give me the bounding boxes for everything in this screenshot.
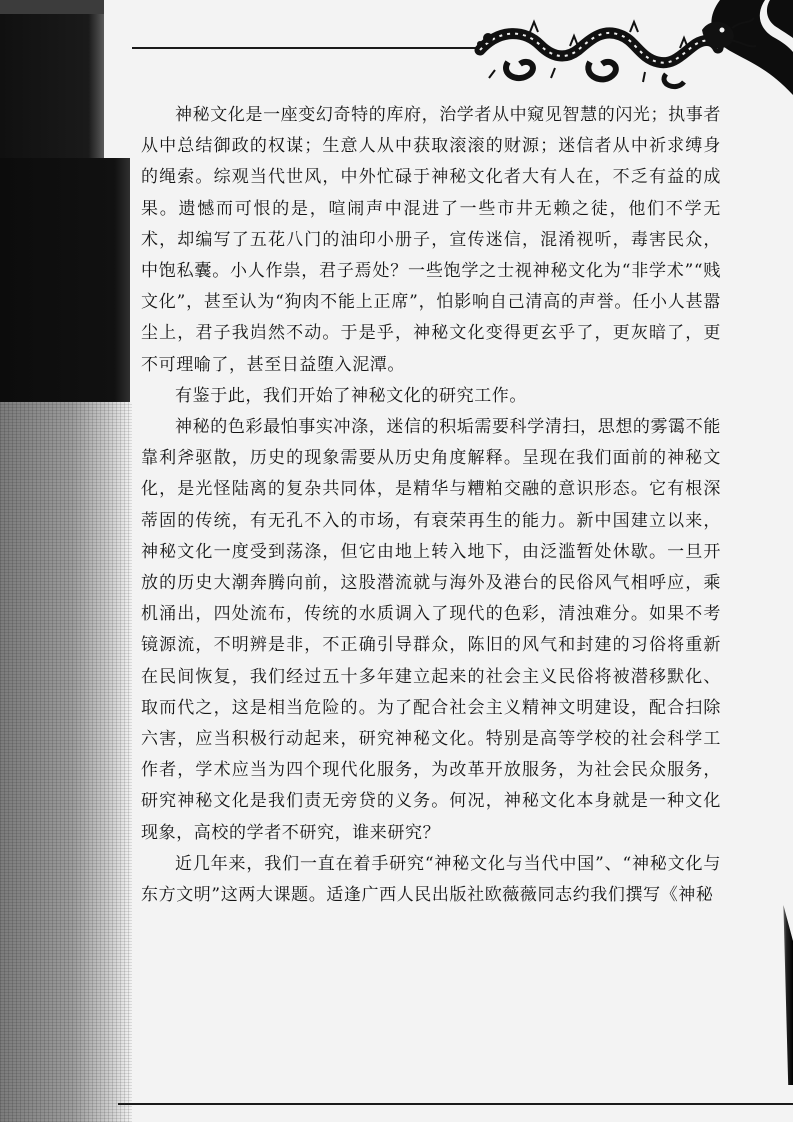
paragraph-3: 神秘的色彩最怕事实冲涤，迷信的积垢需要科学清扫，思想的雾霭不能靠利斧驱散，历史的现象需要从历史角度解释。呈现在我们面前的神秘文化，是光怪陆离的复杂共同体，是精华与糟粕交融的意识形态。它有根深蒂固的传统，有无孔不入的市场，有衰荣再生的能力。新中国建立以来，神秘文化一度受到荡涤，但它由地上转入地下，由泛滥暂处休歇。一旦开放的历史大潮奔腾向前，这股潜流就与海外及港台的民俗风气相呼应，乘机涌出，四处流布，传统的水质调入了现代的色彩，清浊难分。如果不考镜源流，不明辨是非，不正确引导群众，陈旧的风气和封建的习俗将重新在民间恢复，我们经过五十多年建立起来的社会主义民俗将被潜移默化、取而代之，这是相当危险的。为了配合社会主义精神文明建设，配合扫除六害，应当积极行动起来，研究神秘文化。特别是高等学校的社会科学工作者，学术应当为四个现代化服务，为改革开放服务，为社会民众服务，研究神秘文化是我们责无旁贷的义务。何况，神秘文化本身就是一种文化现象，高校的学者不研究，谁来研究？ bbox=[141, 417, 721, 843]
scan-edge-top bbox=[0, 0, 104, 158]
scan-right-mark bbox=[777, 905, 793, 1085]
header-rule bbox=[132, 47, 482, 49]
paragraph-2: 有鉴于此，我们开始了神秘文化的研究工作。 bbox=[175, 385, 527, 406]
footer-rule bbox=[118, 1103, 793, 1105]
dragon-icon bbox=[470, 0, 793, 95]
body-text bbox=[141, 100, 721, 911]
scan-edge-bar bbox=[0, 158, 130, 402]
paragraph-1: 神秘文化是一座变幻奇特的库府，治学者从中窥见智慧的闪光；执事者从中总结御政的权谋；生意人从中获取滚滚的财源；迷信者从中祈求缚身的绳索。综观当代世风，中外忙碌于神秘文化者大有人在，不乏有益的成果。遗憾而可恨的是，喧闹声中混进了一些市井无赖之徒，他们不学无术，却编写了五花八门的油印小册子，宣传迷信，混淆视听，毒害民众，中饱私囊。小人作祟，君子焉处？一些饱学之士视神秘文化为“非学术”“贱文化”，甚至认为“狗肉不能上正席”，怕影响自己清高的声誉。任小人甚嚣尘上，君子我岿然不动。于是乎，神秘文化变得更玄乎了，更灰暗了，更不可理喻了，甚至日益堕入泥潭。 bbox=[141, 105, 721, 375]
paragraph-4: 近几年来，我们一直在着手研究“神秘文化与当代中国”、“神秘文化与东方文明”这两大课题。适逢广西人民出版社欧薇薇同志约我们撰写《神秘 bbox=[141, 853, 721, 906]
scan-edge-grain bbox=[0, 402, 132, 1122]
